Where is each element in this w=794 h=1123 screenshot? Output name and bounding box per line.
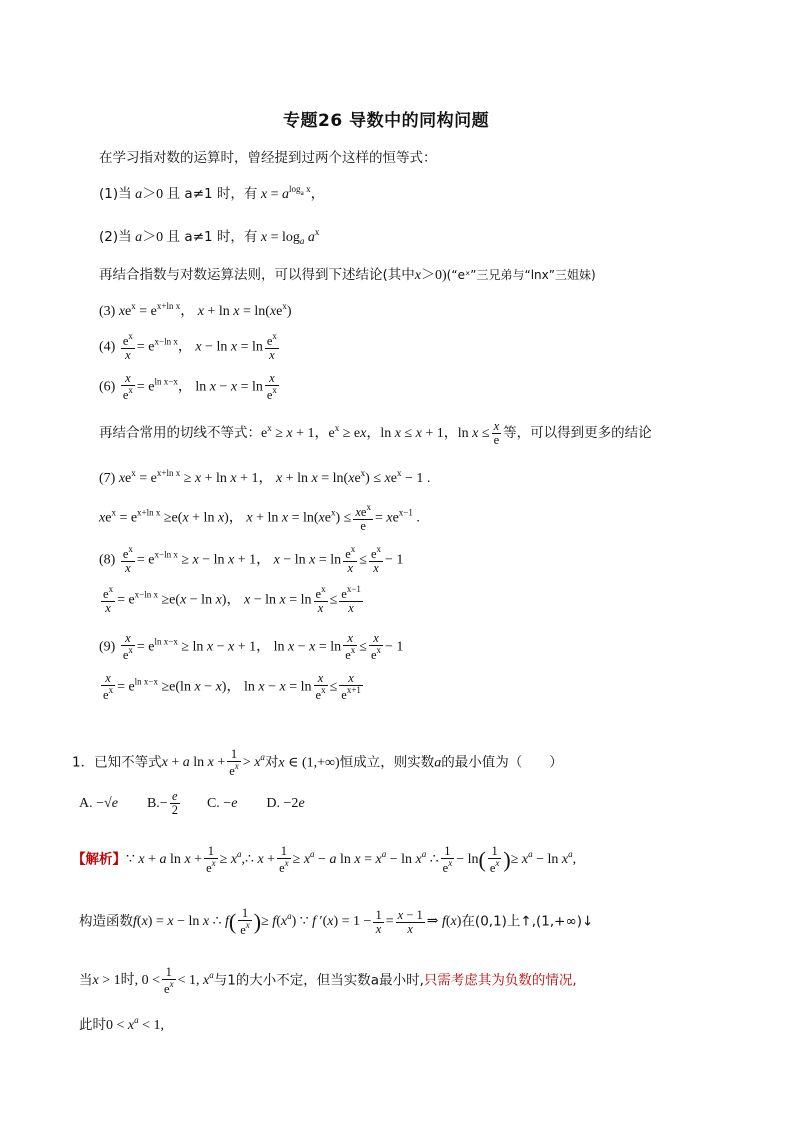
formula-4: (4) $\frac{e^x}{x}$ = $e^{x-ln x}$， x − ln x = ln $\frac{e^x}{x}$	[99, 331, 277, 363]
problem-1: 1．已知不等式x + a ln x + $\frac{1}{e^x}$ > $x^a$对x ∈ (1,+∞)恒成立，则实数a的最小值为（ ）	[72, 747, 563, 779]
solution-line-2: 构造函数f(x) = x − ln x ∴ f( $\frac{1}{e^x}$ )≥ $f(x^a)$ ∵ f ′(x) = 1 − $\frac{1}{x}$ = $\frac{x - 1}{x}$ ⇒ f(x)在(0,1)上↑,(1,+∞)↓	[79, 906, 594, 938]
option-d[interactable]: D. −2e	[266, 795, 305, 811]
intro-text: 在学习指对数的运算时，曾经提到过两个这样的恒等式：	[99, 150, 437, 166]
combine-line: 再结合指数与对数运算法则，可以得到下述结论(其中x＞0)(“eˣ”三兄弟与“lnx”三姐妹)	[99, 267, 596, 283]
solution-line-3: 当x > 1时, 0 < $\frac{1}{e^x}$ < 1, $x^a$与1的大小不定，但当实数a最小时,只需考虑其为负数的情况,	[79, 965, 577, 997]
formula-3: (3) $xe^x = e^{x+ln x}$， $x + \ln x = \ln(xe^x)$	[99, 301, 292, 319]
option-c[interactable]: C. −e	[206, 795, 238, 811]
solution-line-4: 此时$0 < x^a < 1$,	[79, 1015, 165, 1033]
identity-2: (2)当 a＞0 且 a≠1 时，有 $x = \log_a a^x$	[99, 227, 320, 246]
formula-8a: (8) $\frac{e^x}{x}$ = $e^{x-ln x} \ge x - \ln x + 1$， x − ln x = ln $\frac{e^x}{x}$ ≤ $\frac{e^x}{x}$ − 1	[99, 544, 404, 576]
formula-9a: (9) $\frac{x}{e^x}$ = $e^{ln x-x} \ge \ln x - x + 1$， ln x − x = ln $\frac{x}{e^x}$ ≤ $\frac{x}{e^x}$ − 1	[99, 631, 404, 663]
identity-1: (1)当 a＞0 且 a≠1 时，有 $x = a^{log_a x}$，	[99, 184, 325, 202]
option-b[interactable]: B.− $\frac{e}{2}$	[146, 789, 178, 818]
solution-line-1: 【解析】∵ x + a ln x + $\frac{1}{e^x}$ ≥ $x^a,\therefore$ x + $\frac{1}{e^x}$ ≥ $x^a - a$ $\ln x = x^a - \ln x^a$ ∴ $\frac{1}{e^x}$ − ln( $\frac{1}{e^x}$ )≥ $x^a - \ln x^a$,	[72, 844, 577, 876]
option-a[interactable]: A. −√e	[79, 795, 118, 811]
formula-7a: (7) $xe^x = e^{x+ln x} \ge x + \ln x + 1$， $x + \ln x = \ln(xe^x) \le xe^x - 1$ .	[99, 468, 431, 486]
formula-7b: $xe^x = e^{x+ln x} \ge e(x + \ln x)$， $x + \ln x = \ln(xe^x)$ ≤ $\frac{xe^x}{e}$ = $xe^{x-1}$ .	[99, 502, 420, 534]
formula-6: (6) $\frac{x}{e^x}$ = $e^{ln x-x}$， ln x − x = ln $\frac{x}{e^x}$	[99, 371, 277, 403]
options-row	[79, 790, 305, 817]
page-title: 专题26 导数中的同构问题	[283, 111, 490, 131]
formula-8b: $\frac{e^x}{x}$ = $e^{x-ln x} \ge e(x - \ln x)$， x − ln x = ln $\frac{e^x}{x}$ ≤ $\frac{e^{x-1}}{x}$	[103, 584, 361, 616]
tangent-line: 再结合常用的切线不等式：$e^x \ge x + 1$，$e^x$ ≥ ex，ln x ≤ x + 1，ln x ≤ $\frac{x}{e}$ 等，可以得到更多的结论	[99, 419, 652, 448]
formula-9b: $\frac{x}{e^x}$ = $e^{ln x-x} \ge e(\ln$ x − x)， ln x − x = ln $\frac{x}{e^x}$ ≤ $\frac{x}{e^{x+1}}$	[103, 671, 361, 703]
